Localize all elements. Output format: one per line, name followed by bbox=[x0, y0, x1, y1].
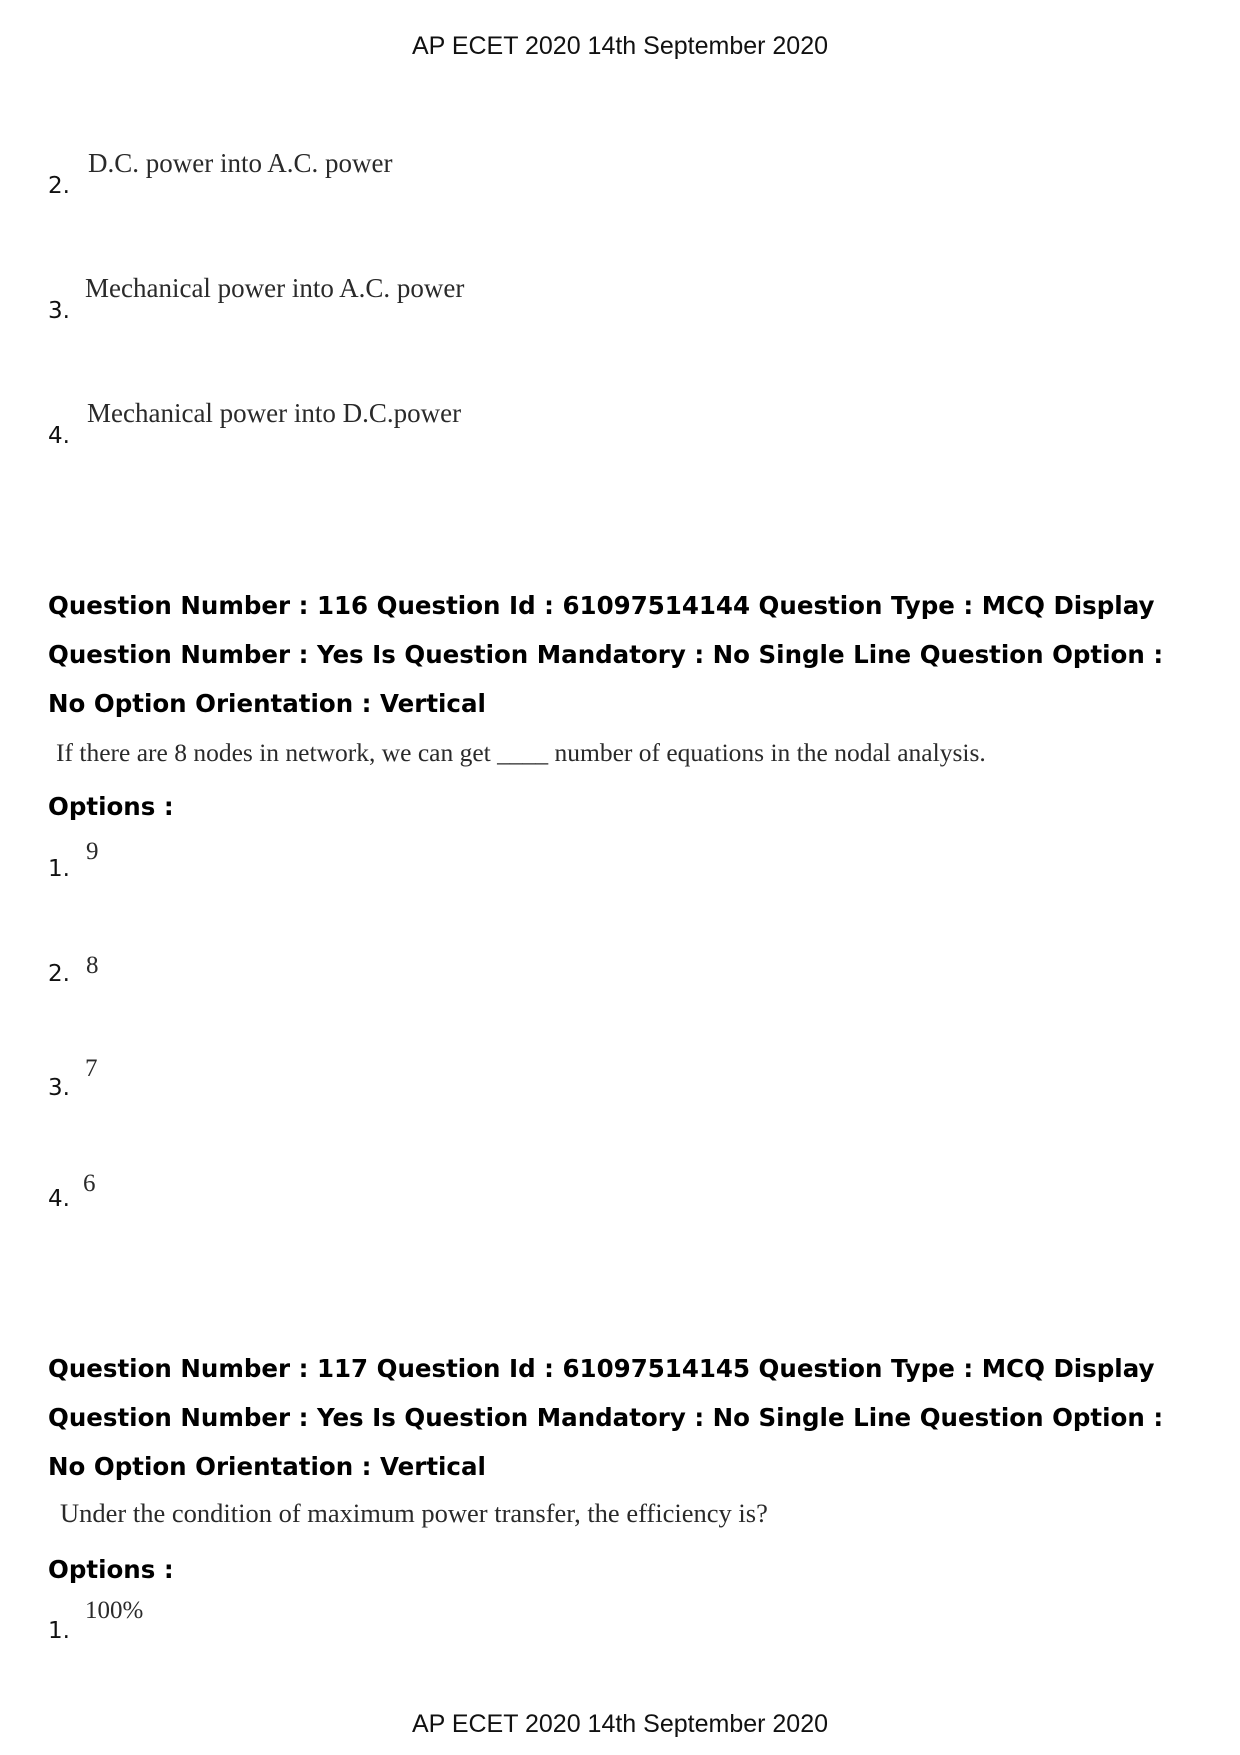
question-meta: Question Number : 117 Question Id : 61097514145 Question Type : MCQ Display Question Number : Yes Is Question Mandatory : No Single Line Question Option : No Option Orientation : Vertical bbox=[48, 1354, 1164, 1481]
page-header: AP ECET 2020 14th September 2020 bbox=[411, 32, 829, 60]
option-text: Mechanical power into D.C.power bbox=[87, 398, 462, 428]
option-number: 4. bbox=[48, 1186, 70, 1212]
option-text: 9 bbox=[86, 838, 99, 865]
page-footer: AP ECET 2020 14th September 2020 bbox=[411, 1710, 829, 1738]
option-text: 7 bbox=[85, 1055, 98, 1082]
option-number: 1. bbox=[48, 1618, 70, 1644]
options-label: Options : bbox=[48, 792, 174, 821]
options-label: Options : bbox=[48, 1555, 174, 1584]
question-text: If there are 8 nodes in network, we can get ____ number of equations in the nodal analysis. bbox=[56, 738, 986, 767]
question-text: Under the condition of maximum power transfer, the efficiency is? bbox=[60, 1498, 768, 1528]
option-number: 1. bbox=[48, 856, 70, 882]
option-text: D.C. power into A.C. power bbox=[88, 148, 393, 178]
option-text: Mechanical power into A.C. power bbox=[85, 273, 465, 303]
option-text: 100% bbox=[85, 1597, 144, 1624]
option-text: 6 bbox=[83, 1170, 96, 1197]
option-number: 3. bbox=[48, 1075, 70, 1101]
option-number: 2. bbox=[48, 173, 70, 199]
question-meta: Question Number : 116 Question Id : 61097514144 Question Type : MCQ Display Question Number : Yes Is Question Mandatory : No Single Line Question Option : No Option Orientation : Vertical bbox=[48, 591, 1164, 718]
option-number: 3. bbox=[48, 298, 70, 324]
option-text: 8 bbox=[86, 952, 99, 979]
option-number: 2. bbox=[48, 961, 70, 987]
option-number: 4. bbox=[48, 423, 70, 449]
